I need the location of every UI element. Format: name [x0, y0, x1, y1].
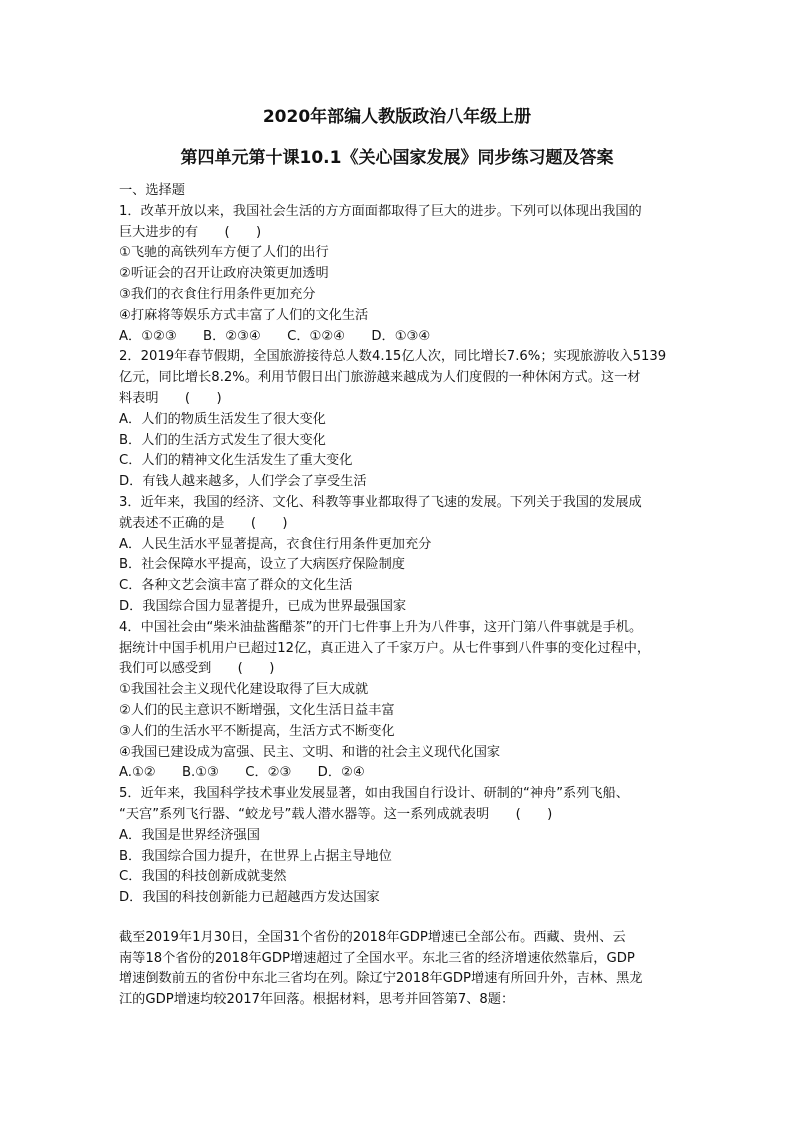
question-5-stem: “天宫”系列飞行器、“蛟龙号”载人潜水器等。这一系列成就表明 ( ): [119, 806, 553, 822]
question-2-option: D．有钱人越来越多，人们学会了享受生活: [119, 474, 367, 490]
question-3-stem: 3．近年来，我国的经济、文化、科教等事业都取得了飞速的发展。下列关于我国的发展成: [119, 494, 642, 510]
question-2-stem: 料表明 ( ): [119, 390, 222, 406]
question-2-stem: 2．2019年春节假期，全国旅游接待总人数4.15亿人次，同比增长7.6%；实现旅游收入5139: [119, 349, 667, 365]
section-heading: 一、选择题: [119, 183, 185, 198]
question-1-item: ④打麻将等娱乐方式丰富了人们的文化生活: [119, 307, 369, 323]
question-4-item: ①我国社会主义现代化建设取得了巨大成就: [119, 682, 369, 698]
passage-line: 截至2019年1月30日，全国31个省份的2018年GDP增速已全部公布。西藏、贵州、云: [119, 929, 626, 945]
question-4-options: A.①② B.①③ C．②③ D．②④: [119, 765, 365, 781]
passage-line: 增速倒数前五的省份中东北三省均在列。除辽宁2018年GDP增速有所回升外，吉林、黑龙: [119, 971, 643, 987]
question-4-item: ③人们的生活水平不断提高，生活方式不断变化: [119, 723, 395, 739]
question-1-item: ③我们的衣食住行用条件更加充分: [119, 286, 316, 302]
question-1-item: ①飞驰的高铁列车方便了人们的出行: [119, 245, 329, 261]
question-5-option: D．我国的科技创新能力已超越西方发达国家: [119, 890, 380, 906]
question-1-options: A．①②③ B．②③④ C．①②④ D．①③④: [119, 328, 431, 344]
question-2-option: B．人们的生活方式发生了很大变化: [119, 432, 326, 448]
question-5-stem: 5．近年来，我国科学技术事业发展显著，如由我国自行设计、研制的“神舟”系列飞船、: [119, 786, 629, 802]
question-2-option: A．人们的物质生活发生了很大变化: [119, 411, 326, 427]
question-4-stem: 4．中国社会由“柴米油盐酱醋茶”的开门七件事上升为八件事，这开门第八件事就是手机。: [119, 619, 643, 635]
question-5-option: A．我国是世界经济强国: [119, 827, 260, 843]
question-4-stem: 我们可以感受到 ( ): [119, 661, 275, 677]
question-5-option: C．我国的科技创新成就斐然: [119, 869, 287, 885]
question-3-option: C．各种文艺会演丰富了群众的文化生活: [119, 578, 353, 594]
question-2-stem: 亿元，同比增长8.2%。利用节假日出门旅游越来越成为人们度假的一种休闲方式。这一材: [119, 370, 641, 386]
question-3-option: A．人民生活水平显著提高，衣食住行用条件更加充分: [119, 536, 432, 552]
document-subtitle: 第四单元第十课10.1《关心国家发展》同步练习题及答案: [180, 148, 614, 168]
paragraph-gap: [119, 909, 679, 928]
document-title: 2020年部编人教版政治八年级上册: [262, 107, 532, 127]
question-3-stem: 就表述不正确的是 ( ): [119, 515, 288, 531]
passage-line: 江的GDP增速均较2017年回落。根据材料，思考并回答第7、8题：: [119, 992, 515, 1008]
question-5-option: B．我国综合国力提升，在世界上占据主导地位: [119, 848, 392, 864]
question-1-stem: 1．改革开放以来，我国社会生活的方方面面都取得了巨大的进步。下列可以体现出我国的: [119, 203, 642, 219]
passage-line: 南等18个省份的2018年GDP增速超过了全国水平。东北三省的经济增速依然靠后，GDP: [119, 950, 635, 966]
question-4-item: ④我国已建设成为富强、民主、文明、和谐的社会主义现代化国家: [119, 744, 501, 760]
question-4-stem: 据统计中国手机用户已超过12亿，真正进入了千家万户。从七件事到八件事的变化过程中，: [119, 640, 651, 656]
question-1-stem: 巨大进步的有 ( ): [119, 224, 262, 240]
document-body: [119, 181, 679, 1011]
question-3-option: D．我国综合国力显著提升，已成为世界最强国家: [119, 598, 407, 614]
question-2-option: C．人们的精神文化生活发生了重大变化: [119, 453, 353, 469]
question-4-item: ②人们的民主意识不断增强，文化生活日益丰富: [119, 702, 395, 718]
question-1-item: ②听证会的召开让政府决策更加透明: [119, 266, 329, 282]
question-3-option: B．社会保障水平提高，设立了大病医疗保险制度: [119, 557, 405, 573]
